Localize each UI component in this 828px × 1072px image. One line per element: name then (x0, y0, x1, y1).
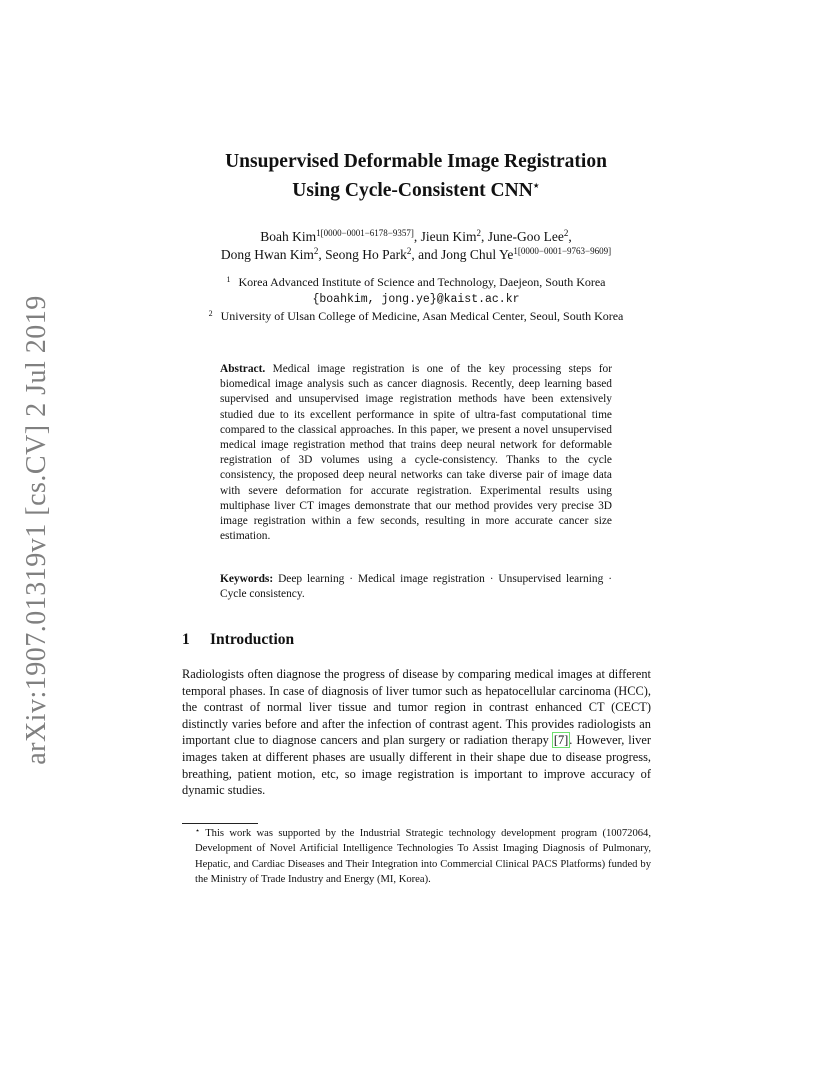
affiliation-2 (120, 308, 712, 324)
affiliation-emails (120, 290, 712, 308)
intro-text-continued: . However, liver images taken at different phases are usually different in their shape due to disease progress, breathing, patient motion, etc, so image registration is important to improve accuracy of dynamic studies. (182, 733, 651, 798)
author-line-1 (120, 228, 712, 246)
footnote-mark: ⋆ (195, 826, 201, 835)
abstract (220, 362, 612, 544)
abstract-label: Abstract. (220, 363, 266, 375)
affiliation-text: University of Ulsan College of Medicine, Asan Medical Center, Seoul, South Korea (220, 309, 624, 323)
author-orcid: 1[0000−0001−9763−9609] (513, 246, 612, 256)
author-line-2 (120, 246, 712, 264)
title-line-2-text: Using Cycle-Consistent CNN (292, 180, 533, 201)
email-addresses: {boahkim, jong.ye}@kaist.ac.kr (312, 293, 520, 306)
abstract-text: Medical image registration is one of the key processing steps for biomedical image analysis such as cancer diagnosis. Recently, deep learning based supervised and unsupervised image registration methods have been extensively studied due to its excellent performance in spite of ultra-fast computational time compared to the classical approaches. In this paper, we present a novel unsupervised medical image registration method that trains deep neural network for deformable registration of 3D volumes using a cycle-consistency. Thanks to the cycle consistency, the proposed deep neural networks can take diverse pair of image data with severe deformation for accurate registration. Experimental results using multiphase liver CT images demonstrate that our method provides very precise 3D image registration within a few seconds, resulting in more accurate cancer size estimation. (220, 363, 612, 543)
intro-text: Radiologists often diagnose the progress of disease by comparing medical images at different temporal phases. In case of diagnosis of liver tumor such as hepatocellular carcinoma (HCC), the contrast of normal liver tissue and tumor region in contrast enhanced CT (CECT) distinctly varies before and after the infection of contrast agent. This provides radiologists an important clue to diagnose cancers and plan surgery or radiation therapy (182, 667, 651, 748)
section-heading (182, 631, 294, 649)
paper-title (120, 150, 712, 203)
arxiv-margin-stamp (20, 295, 54, 765)
section-title: Introduction (210, 631, 295, 648)
author-affil-mark: 2 (406, 246, 412, 256)
title-line-2 (120, 174, 712, 203)
affiliation-text: Korea Advanced Institute of Science and Technology, Daejeon, South Korea (238, 275, 606, 289)
affiliations (120, 274, 712, 324)
author-affil-mark: 2 (563, 228, 569, 238)
author-name: Boah Kim (260, 229, 317, 244)
author-name: , June-Goo Lee (481, 229, 564, 244)
keywords-label: Keywords: (220, 573, 274, 585)
title-line-1: Unsupervised Deformable Image Registration (225, 151, 607, 172)
author-orcid: 1[0000−0001−6178−9357] (316, 228, 414, 238)
footnote-text: This work was supported by the Industrial Strategic technology development program (10072064, Development of Novel Artificial Intelligence Technologies To Assist Imaging Diagnosis of Pulmonary, Hepatic, and Cardiac Diseases and Their Integration into Commercial Clinical PACS Platforms) funded by the Ministry of Trade Industry and Energy (MI, Korea). (195, 828, 651, 885)
author-name: Dong Hwan Kim (220, 247, 314, 262)
author-affil-mark: 2 (313, 246, 319, 256)
arxiv-identifier: arXiv:1907.01319v1 [cs.CV] 2 Jul 2019 (21, 295, 53, 765)
keywords (220, 572, 612, 602)
author-name: , and Jong Chul Ye (411, 247, 514, 262)
affiliation-1 (120, 274, 712, 290)
citation-link[interactable]: [7] (553, 733, 569, 748)
keywords-text: Deep learning · Medical image registration · Unsupervised learning · Cycle consistency. (220, 573, 612, 601)
author-list (120, 228, 712, 264)
author-affil-mark: 2 (476, 228, 481, 238)
author-name: , Seong Ho Park (318, 247, 407, 262)
section-number: 1 (182, 631, 190, 648)
footnote (182, 826, 651, 887)
title-footnote-mark: ⋆ (532, 180, 540, 192)
affiliation-mark: 1 (226, 275, 231, 284)
author-name: , Jieun Kim (413, 229, 477, 244)
affiliation-mark: 2 (208, 309, 213, 318)
intro-paragraph (182, 666, 651, 799)
footnote-body (182, 826, 651, 887)
footnote-rule (182, 823, 258, 824)
author-separator: , (568, 229, 572, 244)
